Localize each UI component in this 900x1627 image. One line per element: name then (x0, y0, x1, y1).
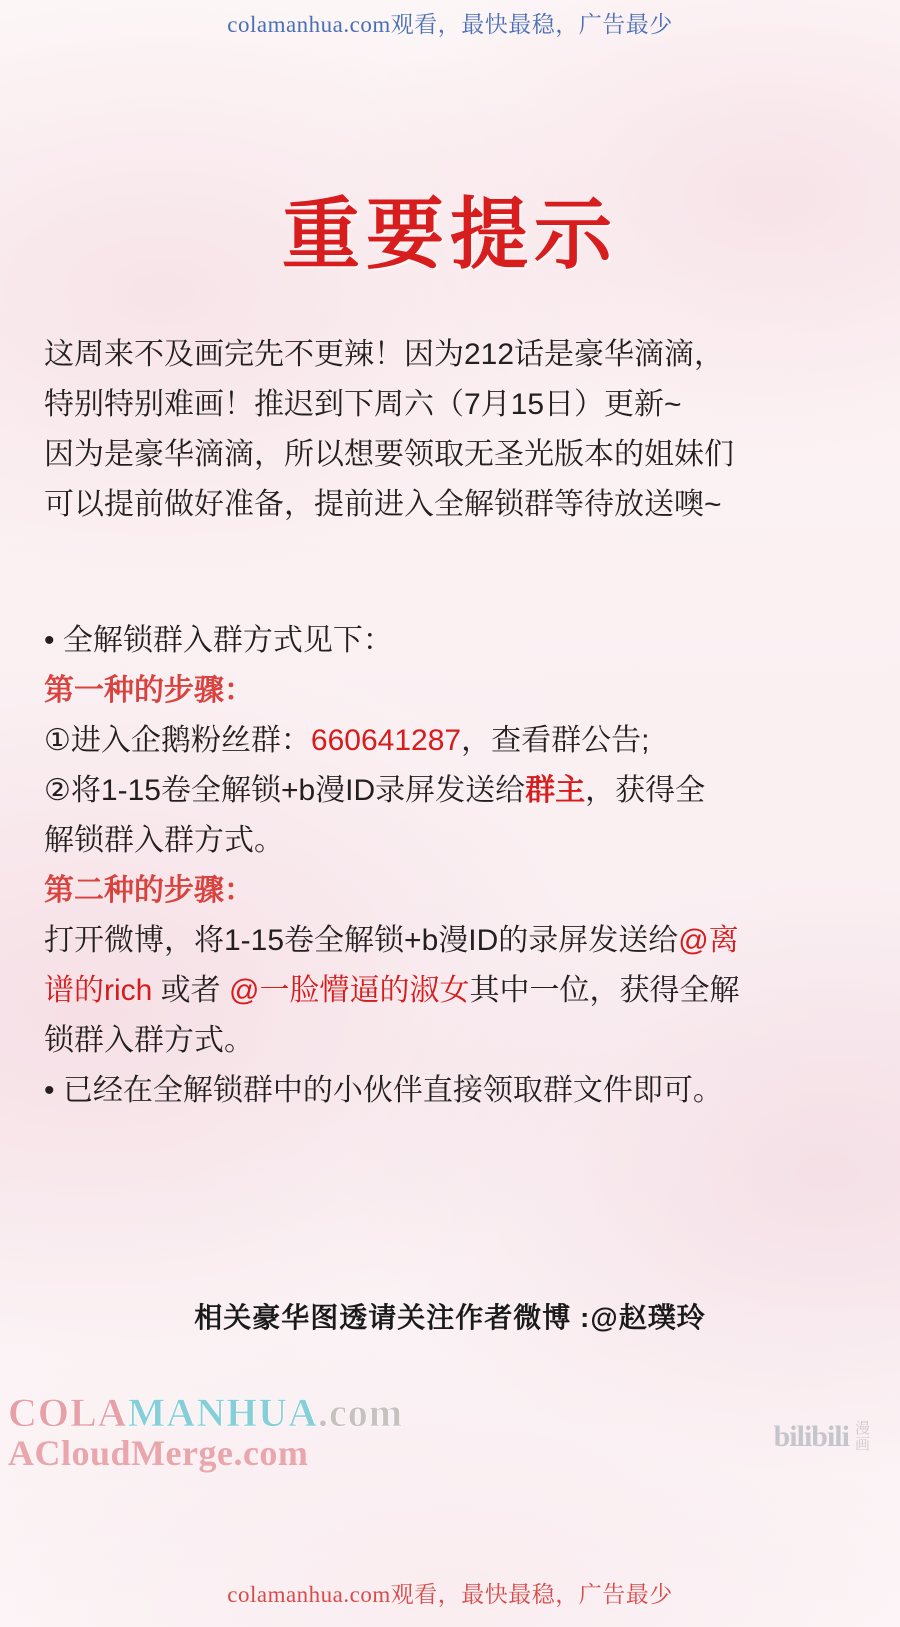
intro-paragraph (44, 330, 860, 530)
bilibili-tag-line-1: 漫 (854, 1420, 870, 1437)
method-two-line-1 (44, 916, 860, 966)
intro-line-1: 这周来不及画完先不更辣！因为212话是豪华滴滴， (44, 338, 725, 371)
step1-text-pre: ①进入企鹅粉丝群： (44, 724, 311, 757)
site-logo (8, 1392, 403, 1473)
method-one-step-2 (44, 766, 860, 816)
logo-domain-suffix: .com (318, 1390, 404, 1435)
method-two-heading: 第二种的步骤： (44, 874, 254, 907)
method2-mid-text: 或者 (152, 974, 230, 1007)
step1-text-post: ，查看群公告; (461, 724, 650, 757)
instructions-bullet-intro: • 全解锁群入群方式见下： (44, 624, 393, 657)
bottom-watermark: colamanhua.com观看，最快最稳，广告最少 (227, 1582, 673, 1607)
bilibili-tag-line-2: 画 (854, 1436, 870, 1453)
step2-text-pre: ②将1-15卷全解锁+b漫ID录屏发送给 (44, 774, 526, 807)
logo-line-2: ACloudMerge.com (8, 1433, 309, 1474)
qq-group-number: 660641287 (310, 724, 462, 757)
method-two-line-2 (44, 966, 860, 1016)
weibo-handle-2[interactable]: @一脸懵逼的淑女 (229, 974, 470, 1007)
intro-line-2: 特别特别难画！推迟到下周六（7月15日）更新~ (44, 388, 682, 421)
top-watermark: colamanhua.com观看，最快最稳，广告最少 (227, 12, 673, 37)
instructions-bullet-end: • 已经在全解锁群中的小伙伴直接领取群文件即可。 (44, 1074, 723, 1107)
author-weibo-note: 相关豪华图透请关注作者微博 :@赵璞玲 (194, 1302, 706, 1333)
logo-cola: COLA (8, 1390, 128, 1435)
logo-line-1 (8, 1392, 403, 1434)
method-one-step-1 (44, 716, 860, 766)
page-title: 重要提示 (281, 190, 618, 278)
logo-manhua: MANHUA (127, 1390, 318, 1435)
bilibili-watermark (774, 1420, 870, 1454)
method2-text-post: 其中一位，获得全解 (469, 974, 740, 1007)
instructions-block (44, 616, 860, 1116)
bilibili-logo-icon: bilibili (773, 1420, 849, 1453)
method-one-step-2-cont: 解锁群入群方式。 (44, 824, 284, 857)
weibo-handle-1-cont: 谱的rich (44, 974, 153, 1007)
intro-line-3: 因为是豪华滴滴，所以想要领取无圣光版本的姐妹们 (44, 438, 734, 471)
bilibili-tag (855, 1421, 870, 1453)
weibo-handle-1[interactable]: @离 (678, 924, 739, 957)
method-one-heading: 第一种的步骤： (44, 674, 254, 707)
spacer (44, 530, 860, 616)
notice-body (44, 330, 860, 1116)
method-two-line-3: 锁群入群方式。 (44, 1024, 254, 1057)
method2-text-pre: 打开微博，将1-15卷全解锁+b漫ID的录屏发送给 (44, 924, 679, 957)
group-owner-highlight: 群主 (525, 774, 586, 807)
step2-text-post: ，获得全 (585, 774, 706, 807)
intro-line-4: 可以提前做好准备，提前进入全解锁群等待放送噢~ (44, 488, 722, 521)
